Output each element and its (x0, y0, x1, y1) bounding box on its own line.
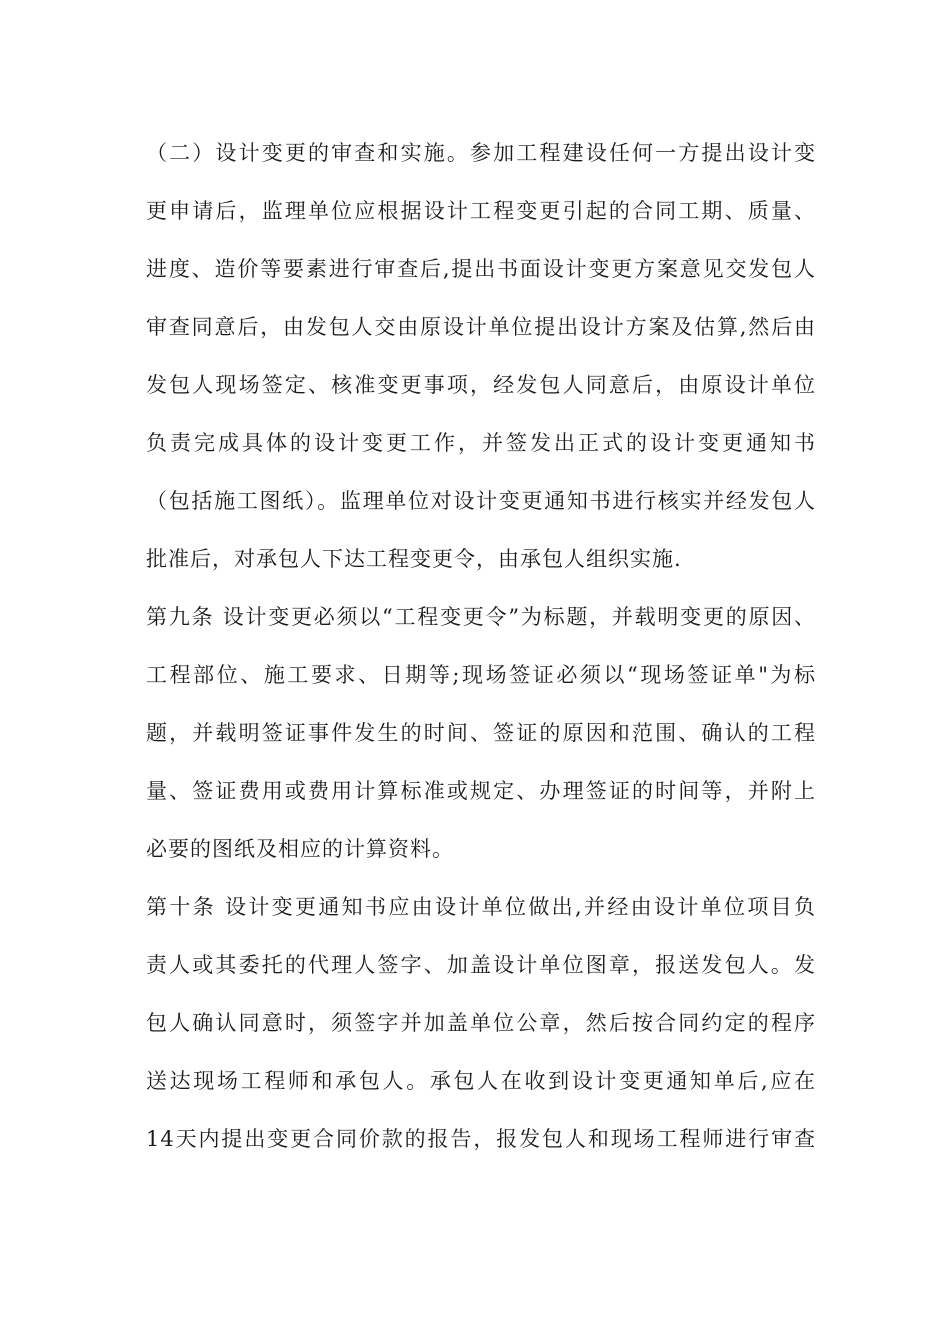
text-line: 工程部位、施工要求、日期等;现场签证必须以“现场签证单"为标 (146, 663, 816, 687)
text-line: 审查同意后，由发包人交由原设计单位提出设计方案及估算,然后由 (146, 315, 816, 339)
text-line: 第九条 设计变更必须以“工程变更令”为标题，并载明变更的原因、 (146, 605, 816, 629)
text-line: 送达现场工程师和承包人。承包人在收到设计变更通知单后,应在 (146, 1069, 816, 1093)
text-line: （二）设计变更的审查和实施。参加工程建设任何一方提出设计变 (146, 141, 816, 165)
text-line: （包括施工图纸）。监理单位对设计变更通知书进行核实并经发包人 (146, 489, 816, 513)
text-line: 14天内提出变更合同价款的报告，报发包人和现场工程师进行审查 (146, 1127, 816, 1151)
document-body (146, 136, 816, 1180)
text-line: 量、签证费用或费用计算标准或规定、办理签证的时间等，并附上 (146, 779, 816, 803)
text-line: 发包人现场签定、核准变更事项，经发包人同意后，由原设计单位 (146, 373, 816, 397)
text-line: 更申请后，监理单位应根据设计工程变更引起的合同工期、质量、 (146, 199, 816, 223)
paragraph-article-nine (146, 600, 816, 890)
text-line: 进度、造价等要素进行审查后,提出书面设计变更方案意见交发包人 (146, 257, 816, 281)
text-line: 负责完成具体的设计变更工作，并签发出正式的设计变更通知书 (146, 431, 816, 455)
text-line: 包人确认同意时，须签字并加盖单位公章，然后按合同约定的程序 (146, 1011, 816, 1035)
paragraph-section-two (146, 136, 816, 600)
text-line: 批准后，对承包人下达工程变更令，由承包人组织实施. (146, 547, 682, 571)
text-line: 必要的图纸及相应的计算资料。 (146, 837, 454, 861)
paragraph-article-ten (146, 890, 816, 1180)
text-line: 第十条 设计变更通知书应由设计单位做出,并经由设计单位项目负 (146, 895, 816, 919)
text-line: 题，并载明签证事件发生的时间、签证的原因和范围、确认的工程 (146, 721, 816, 745)
text-line: 责人或其委托的代理人签字、加盖设计单位图章，报送发包人。发 (146, 953, 816, 977)
